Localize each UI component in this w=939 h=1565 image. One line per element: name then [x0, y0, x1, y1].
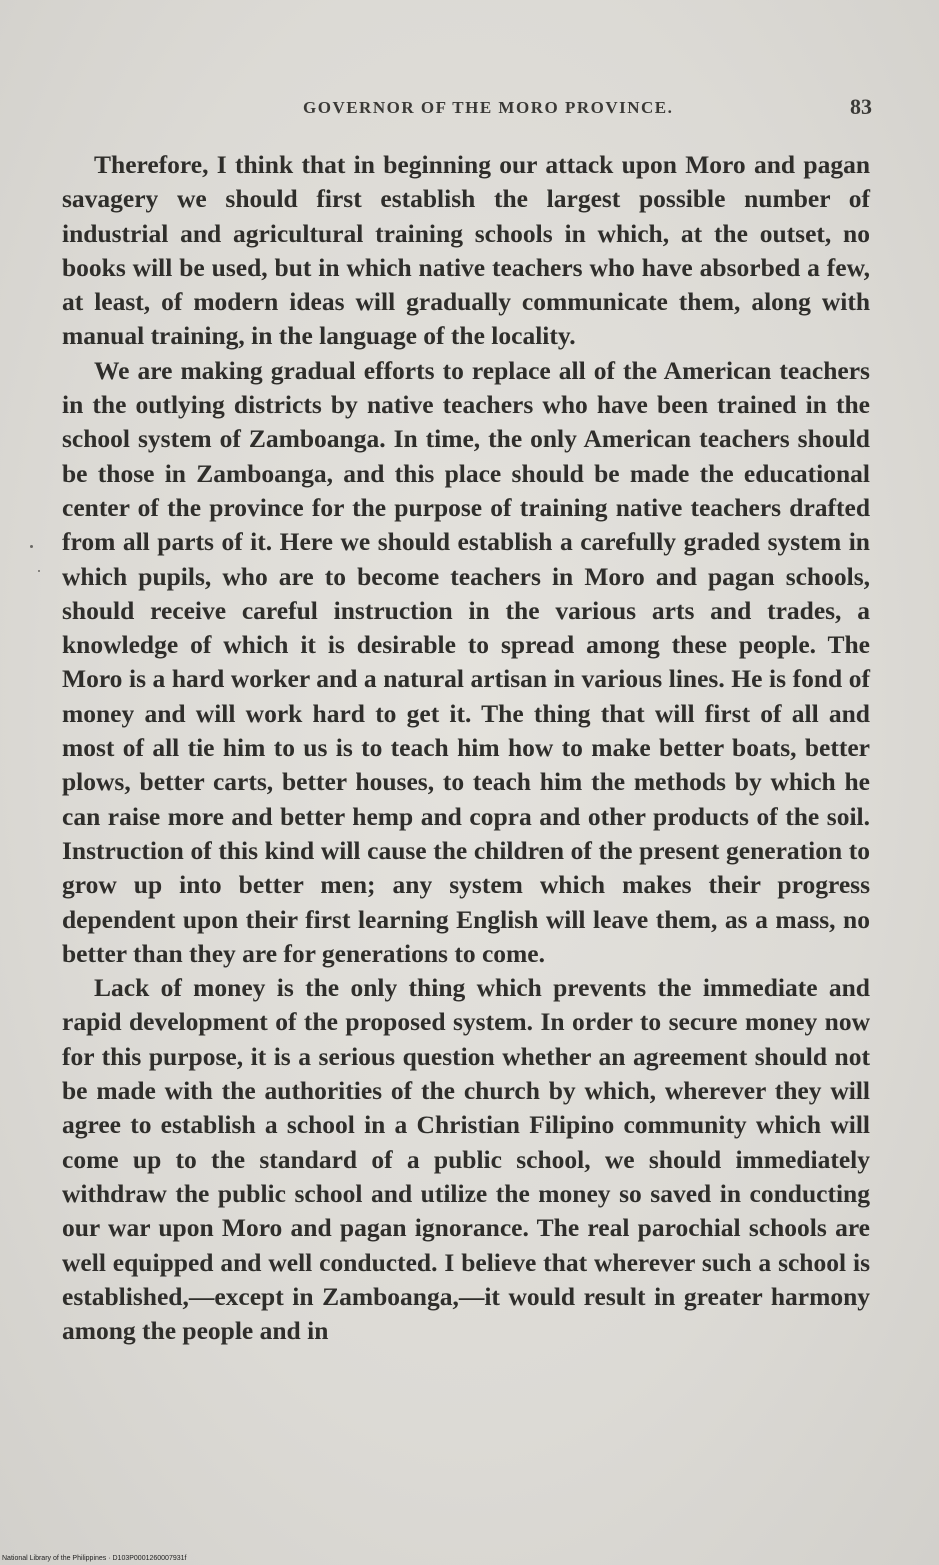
paragraph: Therefore, I think that in beginning our attack upon Moro and pagan savagery we should first establish the largest possible number of industrial and agricultural training schools in which, at the outset, no books will be used, but in which native teachers who have absorbed a few, at least, of modern ideas will gradually communicate them, along with manual training, in the language of the locality.	[62, 150, 870, 351]
page-header	[60, 92, 880, 128]
paragraph: We are making gradual efforts to replace all of the American teachers in the outlying districts by native teachers who have been trained in the school system of Zamboanga. In time, the only American teachers should be those in Zamboanga, and this place should be made the educational center of the province for the purpose of training native teachers drafted from all parts of it. Here we should establish a carefully graded system in which pupils, who are to become teachers in Moro and pagan schools, should receive careful instruction in the various arts and trades, a knowledge of which it is desirable to spread among these people. The Moro is a hard worker and a natural artisan in various lines. He is fond of money and will work hard to get it. The thing that will first of all and most of all tie him to us is to teach him how to make better boats, better plows, better carts, better houses, to teach him the methods by which he can raise more and better hemp and copra and other products of the soil. Instruction of this kind will cause the children of the present generation to grow up into better men; any system which makes their progress dependent upon their first learning English will leave them, as a mass, no better than they are for generations to come.	[62, 355, 870, 968]
body-text	[62, 148, 870, 1348]
ink-speck	[30, 545, 33, 548]
paragraph: Lack of money is the only thing which prevents the immediate and rapid development of the proposed system. In order to secure money now for this purpose, it is a serious question whether an agreement should not be made with the authorities of the church by which, wherever they will agree to establish a school in a Christian Filipino community which will come up to the standard of a public school, we should immediately withdraw the public school and utilize the money so saved in conducting our war upon Moro and pagan ignorance. The real parochial schools are well equipped and well conducted. I believe that wherever such a school is established,—except in Zamboanga,—it would result in greater harmony among the people and in	[62, 973, 870, 1346]
running-head: GOVERNOR OF THE MORO PROVINCE.	[303, 98, 674, 117]
page-number: 83	[850, 94, 872, 119]
ink-speck	[38, 570, 40, 572]
scan-credit: National Library of the Philippines · D103P0001260007931f	[2, 1555, 187, 1562]
